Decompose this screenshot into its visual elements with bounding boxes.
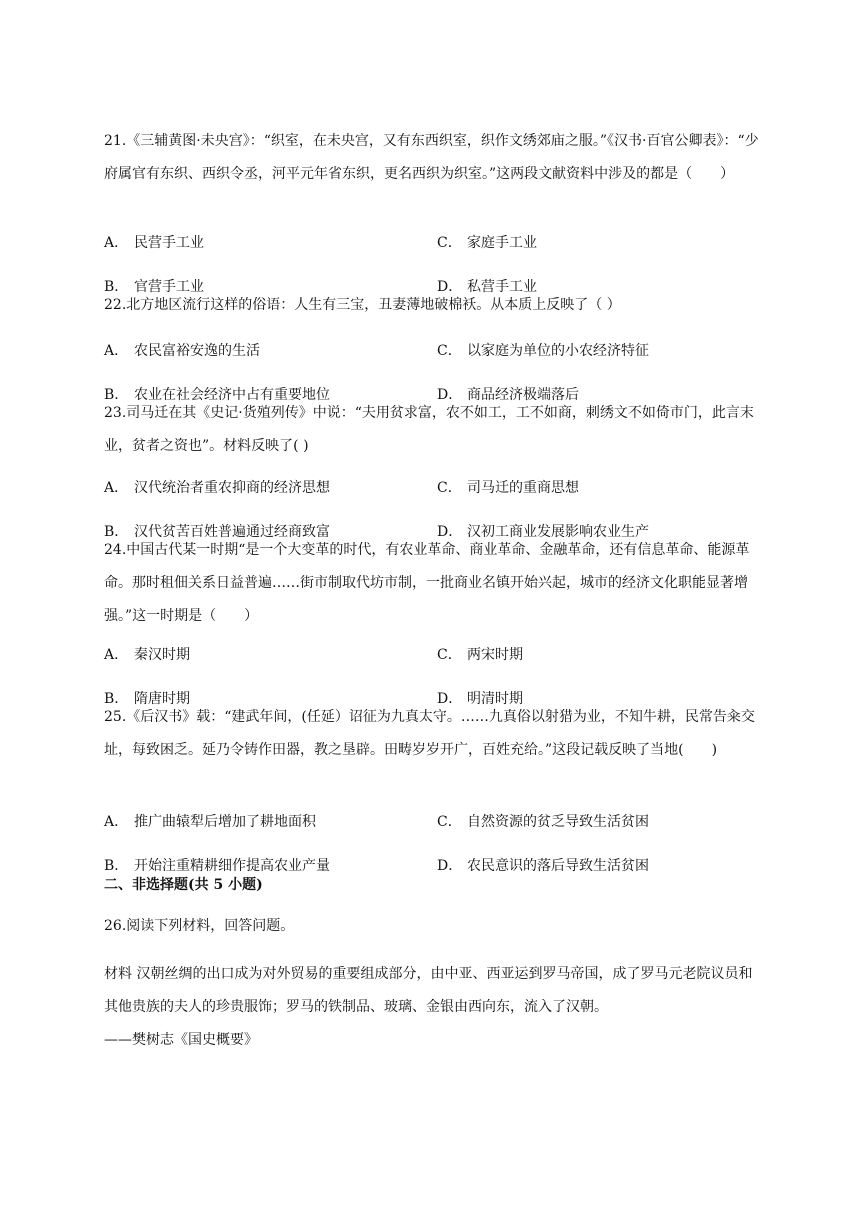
option-letter: C． [437,647,462,663]
option-letter: C． [437,480,462,496]
option-text: 官营手工业 [134,279,204,295]
option-text: 司马迁的重商思想 [467,480,579,496]
material-source: ——樊树志《国史概要》 [104,1032,258,1048]
option-letter: B． [104,524,129,540]
question-24-option-c [437,644,523,666]
question-21-stem: 21.《三辅黄图·未央宫》：“织室，在未央宫，又有东西织室，织作文绣郊庙之服。”《汉书·百官公卿表》：“少府属官有东织、西织令丞，河平元年省东织，更名西织为织室。”这两段文献资料中涉及的都是（ ） [104,133,759,182]
option-text: 隋唐时期 [134,691,190,707]
material-paragraph: 材料 汉朝丝绸的出口成为对外贸易的重要组成部分，由中亚、西亚运到罗马帝国，成了罗马元老院议员和其他贵族的夫人的珍贵服饰；罗马的铁制品、玻璃、金银由西向东，流入了汉朝。 [104,966,753,1015]
question-21-option-c [437,232,537,254]
option-letter: B． [104,279,129,295]
option-letter: B． [104,858,129,874]
option-text: 开始注重精耕细作提高农业产量 [134,858,330,874]
option-text: 汉代贫苦百姓普遍通过经商致富 [134,524,330,540]
option-text: 商品经济极端落后 [467,387,579,403]
question-24-options-row-1 [104,644,760,666]
question-22-options-row-1 [104,340,760,362]
option-text: 私营手工业 [467,279,537,295]
option-text: 推广曲辕犁后增加了耕地面积 [134,814,316,830]
option-text: 汉初工商业发展影响农业生产 [467,524,649,540]
option-text: 以家庭为单位的小农经济特征 [467,343,649,359]
question-25-option-c [437,811,649,833]
question-26-stem: 26.阅读下列材料，回答问题。 [104,918,295,934]
question-24-option-a [104,644,190,666]
option-letter: D． [437,524,463,540]
question-23-option-a [104,477,330,499]
question-21-option-a [104,232,204,254]
option-letter: A． [104,814,129,830]
option-text: 两宋时期 [467,647,523,663]
option-text: 明清时期 [467,691,523,707]
option-text: 农民意识的落后导致生活贫困 [467,858,649,874]
question-23-stem: 23.司马迁在其《史记·货殖列传》中说：“夫用贫求富，农不如工，工不如商，刺绣文不如倚市门，此言末业，贫者之资也”。材料反映了( ) [104,405,754,454]
option-letter: C． [437,235,462,251]
question-23-options-row-1 [104,477,760,499]
option-text: 农业在社会经济中占有重要地位 [134,387,330,403]
question-22-option-c [437,340,649,362]
option-letter: D． [437,279,463,295]
question-25-stem: 25.《后汉书》载：“建武年间，(任延）诏征为九真太守。……九真俗以射猎为业，不知牛耕，民常告籴交址，每致困乏。延乃令铸作田器，教之垦辟。田畴岁岁开广，百姓充给。”这段记载反映了当地( ) [104,709,755,758]
question-22-option-a [104,340,260,362]
option-text: 自然资源的贫乏导致生活贫困 [467,814,649,830]
option-letter: A． [104,647,129,663]
option-letter: A． [104,343,129,359]
option-letter: C． [437,343,462,359]
question-25-option-d [437,855,649,877]
option-letter: D． [437,387,463,403]
option-letter: B． [104,691,129,707]
option-text: 秦汉时期 [134,647,190,663]
question-23-option-c [437,477,579,499]
option-letter: D． [437,691,463,707]
option-text: 民营手工业 [134,235,204,251]
question-22-stem: 22.北方地区流行这样的俗语：人生有三宝，丑妻薄地破棉袄。从本质上反映了（ ） [104,297,621,313]
option-letter: D． [437,858,463,874]
question-25-option-a [104,811,316,833]
option-text: 农民富裕安逸的生活 [134,343,260,359]
option-text: 家庭手工业 [467,235,537,251]
option-text: 汉代统治者重农抑商的经济思想 [134,480,330,496]
option-letter: B． [104,387,129,403]
section-heading: 二、非选择题(共 5 小题) [104,877,263,893]
option-letter: A． [104,480,129,496]
question-21-options-row-1 [104,232,760,254]
question-25-options-row-1 [104,811,760,833]
option-letter: A． [104,235,129,251]
option-letter: C． [437,814,462,830]
question-24-stem: 24.中国古代某一时期“是一个大变革的时代，有农业革命、商业革命、金融革命，还有信息革命、能源革命。那时租佃关系日益普遍……街市制取代坊市制，一批商业名镇开始兴起，城市的经济文化职能显著增强。”这一时期是（ ） [104,542,750,624]
